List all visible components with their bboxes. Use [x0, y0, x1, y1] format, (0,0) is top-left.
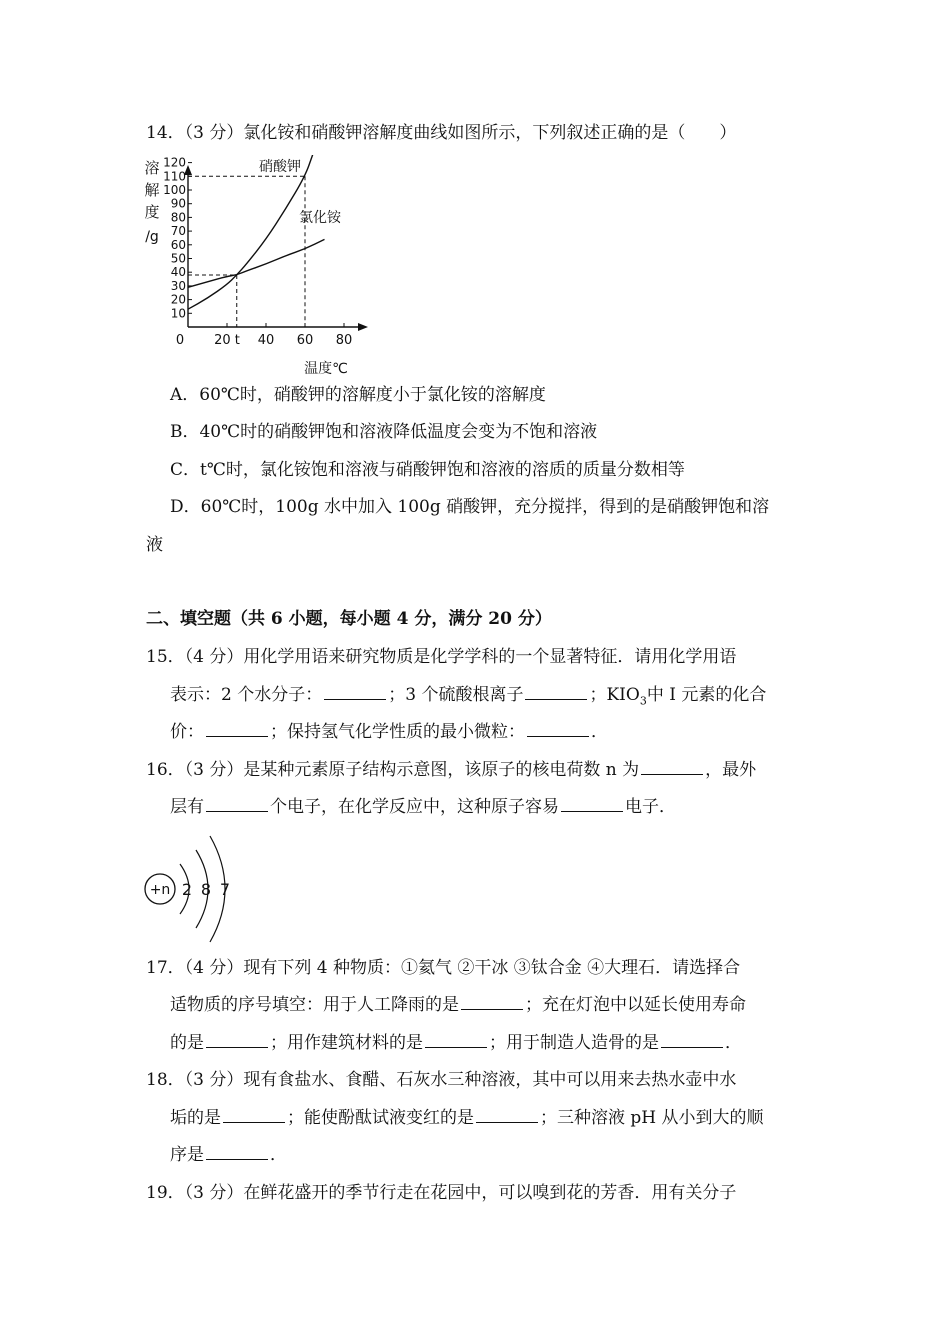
- q17-blank-4[interactable]: [661, 1031, 723, 1048]
- q14-option-b: B．40℃时的硝酸钾饱和溶液降低温度会变为不饱和溶液: [170, 422, 598, 442]
- y-tick-label: 40: [170, 265, 186, 280]
- q15-blank-1[interactable]: [324, 683, 386, 700]
- q15-line-3: [170, 720, 608, 744]
- q17-line-3: [170, 1031, 742, 1055]
- shell-count-3: 7: [219, 880, 231, 899]
- y-tick-label: 50: [170, 251, 186, 266]
- q19-line-1: 19．（3 分）在鲜花盛开的季节行走在花园中，可以嗅到花的芳香．用有关分子: [146, 1183, 737, 1203]
- series-line-1: [188, 239, 325, 287]
- x-tick-label: 0: [175, 333, 185, 348]
- q15-line-2: [170, 683, 766, 713]
- q17-text-e: ；用于制造人造骨的是: [489, 1033, 659, 1053]
- y-axis-label-char: 溶: [144, 159, 160, 177]
- q18-text-d: 序是: [170, 1145, 204, 1165]
- q16-line-1: [146, 758, 756, 782]
- y-tick-label: 120: [163, 155, 186, 170]
- section-title: 二、填空题（共 6 小题，每小题 4 分，满分 20 分）: [146, 609, 552, 629]
- q15-blank-2[interactable]: [525, 683, 587, 700]
- q15-text-b: ；3 个硫酸根离子: [388, 685, 524, 705]
- q16-blank-2[interactable]: [206, 795, 268, 812]
- q16-text-d: 个电子，在化学反应中，这种原子容易: [270, 797, 559, 817]
- q17-text-c: 的是: [170, 1033, 204, 1053]
- q18-text-c: ；三种溶液 pH 从小到大的顺: [540, 1108, 764, 1128]
- q18-text-b: ；能使酚酞试液变红的是: [287, 1108, 474, 1128]
- y-tick-label: 30: [170, 278, 186, 293]
- q15-subscript: 3: [639, 694, 647, 708]
- y-axis-label-unit: /g: [145, 229, 159, 245]
- x-tick-label: 80: [335, 333, 353, 348]
- q16-blank-3[interactable]: [561, 795, 623, 812]
- q14-option-c: C．t℃时，氯化铵饱和溶液与硝酸钾饱和溶液的溶质的质量分数相等: [170, 460, 685, 480]
- q15-text-c: ；KIO: [589, 685, 640, 705]
- series-label-0: 硝酸钾: [259, 159, 301, 175]
- series-label-1: 氯化铵: [299, 210, 341, 226]
- y-tick-label: 100: [163, 183, 186, 197]
- q15-text-d: 中 I 元素的化合: [646, 685, 767, 705]
- y-tick-label: 60: [170, 237, 186, 252]
- q15-text-f: ；保持氢气化学性质的最小微粒：: [270, 722, 525, 742]
- q17-line-2: [170, 993, 746, 1017]
- nucleus-label: +n: [149, 882, 171, 898]
- q15-text-g: ．: [591, 722, 608, 742]
- q17-text-a: 适物质的序号填空：用于人工降雨的是: [170, 995, 459, 1015]
- y-tick-label: 70: [170, 224, 186, 239]
- q16-text-e: 电子．: [625, 797, 676, 817]
- x-axis-label: 温度℃: [304, 361, 348, 377]
- y-tick-label: 90: [170, 196, 186, 211]
- q15-text-a: 表示：2 个水分子：: [170, 685, 323, 705]
- shell-count-2: 8: [200, 880, 212, 899]
- y-tick-label: 10: [170, 306, 186, 321]
- q18-line-2: [170, 1106, 764, 1130]
- q16-text-b: ，最外: [705, 760, 757, 780]
- q15-blank-4[interactable]: [527, 720, 589, 737]
- solubility-chart: [138, 155, 378, 380]
- atom-structure-diagram: [140, 832, 240, 947]
- series-line-0: [188, 155, 313, 309]
- q16-line-2: [170, 795, 676, 819]
- q15-blank-3[interactable]: [206, 720, 268, 737]
- x-tick-label: 20 t: [214, 333, 240, 348]
- q17-blank-3[interactable]: [425, 1031, 487, 1048]
- y-tick-label: 110: [163, 169, 186, 184]
- q17-blank-1[interactable]: [461, 993, 523, 1010]
- q18-line-1: 18．（3 分）现有食盐水、食醋、石灰水三种溶液，其中可以用来去热水壶中水: [146, 1070, 737, 1090]
- q14-option-d-cont: 液: [146, 535, 163, 555]
- y-axis-label-char: 度: [144, 203, 160, 221]
- q16-text-a: 16．（3 分）是某种元素原子结构示意图，该原子的核电荷数 n 为: [146, 760, 640, 780]
- q17-text-d: ；用作建筑材料的是: [270, 1033, 423, 1053]
- q17-blank-2[interactable]: [206, 1031, 268, 1048]
- q18-line-3: [170, 1143, 287, 1167]
- q17-text-f: ．: [725, 1033, 742, 1053]
- q18-text-a: 垢的是: [170, 1108, 221, 1128]
- shell-count-1: 2: [181, 880, 193, 899]
- q17-line-1: 17．（4 分）现有下列 4 种物质：①氦气 ②干冰 ③钛合金 ④大理石．请选择合: [146, 958, 741, 978]
- q18-blank-3[interactable]: [206, 1143, 268, 1160]
- q15-text-e: 价：: [170, 722, 204, 742]
- x-axis-arrow: [358, 323, 368, 331]
- q14-option-d: D．60℃时，100g 水中加入 100g 硝酸钾，充分搅拌，得到的是硝酸钾饱和溶: [170, 497, 770, 517]
- q16-text-c: 层有: [170, 797, 204, 817]
- q14-stem: 14．（3 分）氯化铵和硝酸钾溶解度曲线如图所示，下列叙述正确的是（ ）: [146, 123, 737, 143]
- x-tick-label: 60: [296, 333, 314, 348]
- q18-text-e: ．: [270, 1145, 287, 1165]
- q17-text-b: ；充在灯泡中以延长使用寿命: [525, 995, 746, 1015]
- x-tick-label: 40: [257, 333, 275, 348]
- q18-blank-1[interactable]: [223, 1106, 285, 1123]
- q16-blank-1[interactable]: [641, 758, 703, 775]
- q14-option-a: A．60℃时，硝酸钾的溶解度小于氯化铵的溶解度: [170, 385, 546, 405]
- q15-line-1: 15．（4 分）用化学用语来研究物质是化学学科的一个显著特征．请用化学用语: [146, 647, 737, 667]
- y-tick-label: 80: [170, 210, 186, 225]
- y-axis-label-char: 解: [144, 181, 160, 199]
- q18-blank-2[interactable]: [476, 1106, 538, 1123]
- y-tick-label: 20: [170, 292, 186, 307]
